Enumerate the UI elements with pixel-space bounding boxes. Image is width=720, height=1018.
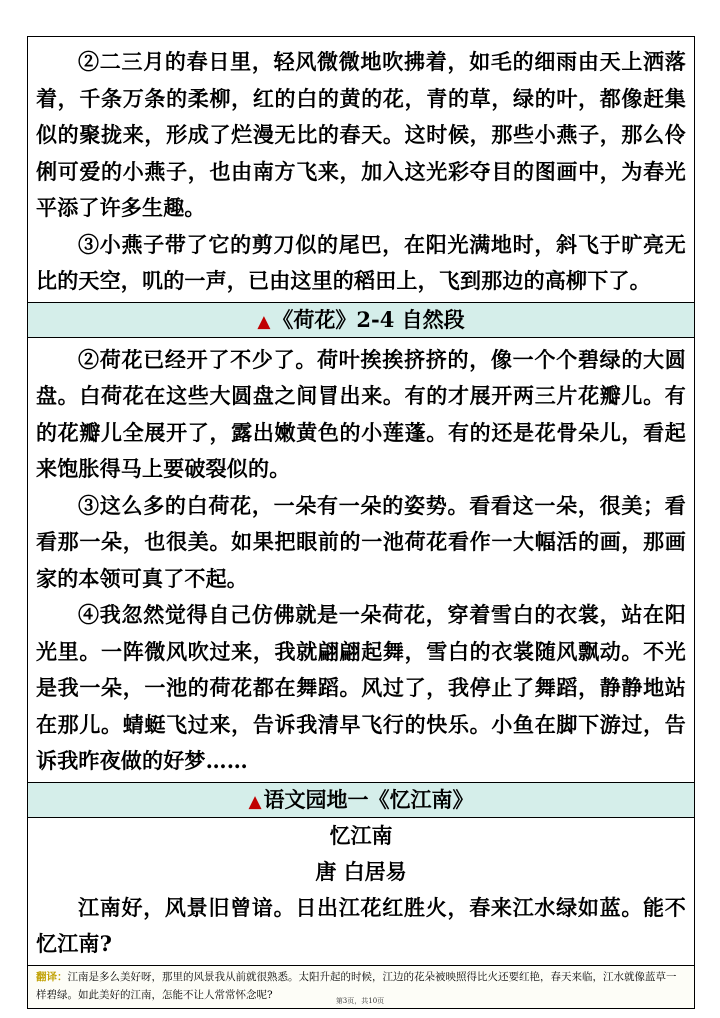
poem-heading-text: 语文园地一《忆江南》 xyxy=(263,786,474,812)
swallow-section xyxy=(28,36,694,303)
triangle-marker-icon: ▲ xyxy=(257,311,271,332)
poem-author: 唐 白居易 xyxy=(315,858,407,884)
swallow-paragraph-2: ②二三月的春日里，轻风微微地吹拂着，如毛的细雨由天上洒落着，千条万条的柔柳，红的白的黄的花，青的草，绿的叶，都像赶集似的聚拢来，形成了烂漫无比的春天。这时候，那些小燕子，那么伶俐可爱的小燕子，也由南方飞来，加入这光彩夺目的图画中，为春光平添了许多生趣。 xyxy=(36,49,686,220)
poem-title: 忆江南 xyxy=(329,822,393,848)
lotus-paragraph-2: ②荷花已经开了不少了。荷叶挨挨挤挤的，像一个个碧绿的大圆盘。白荷花在这些大圆盘之间冒出来。有的才展开两三片花瓣儿。有的花瓣儿全展开了，露出嫩黄色的小莲蓬。有的还是花骨朵儿，看起来饱胀得马上要破裂似的。 xyxy=(36,346,686,481)
lotus-section-heading xyxy=(28,303,694,338)
lotus-section xyxy=(28,338,694,783)
translation-text: 江南是多么美好呀，那里的风景我从前就很熟悉。太阳升起的时候，江边的花朵被映照得比火还要红艳，春天来临，江水就像蓝草一样碧绿。如此美好的江南，怎能不让人常常怀念呢? xyxy=(36,970,677,1001)
lotus-paragraph-4: ④我忽然觉得自己仿佛就是一朵荷花，穿着雪白的衣裳，站在阳光里。一阵微风吹过来，我就翩翩起舞，雪白的衣裳随风飘动。不光是我一朵，一池的荷花都在舞蹈。风过了，我停止了舞蹈，静静地站在那儿。蜻蜓飞过来，告诉我清早飞行的快乐。小鱼在脚下游过，告诉我昨夜做的好梦…… xyxy=(36,602,686,773)
poem-section-heading xyxy=(28,783,694,818)
swallow-paragraph-3: ③小燕子带了它的剪刀似的尾巴，在阳光满地时，斜飞于旷亮无比的天空，叽的一声，已由这里的稻田上，飞到那边的高柳下了。 xyxy=(36,231,686,293)
page-number: 第3页，共10页 xyxy=(335,997,385,1005)
lotus-paragraph-3: ③这么多的白荷花，一朵有一朵的姿势。看看这一朵，很美；看看那一朵，也很美。如果把眼前的一池荷花看作一大幅活的画，那画家的本领可真了不起。 xyxy=(36,492,686,591)
translation-label: 翻译： xyxy=(36,970,68,983)
poem-text: 江南好，风景旧曾谙。日出江花红胜火，春来江水绿如蓝。能不忆江南? xyxy=(36,894,686,956)
lotus-heading-text: 《荷花》2-4 自然段 xyxy=(272,306,465,332)
poem-section xyxy=(28,818,694,966)
triangle-marker-icon: ▲ xyxy=(248,791,262,812)
document-table xyxy=(27,36,695,1009)
